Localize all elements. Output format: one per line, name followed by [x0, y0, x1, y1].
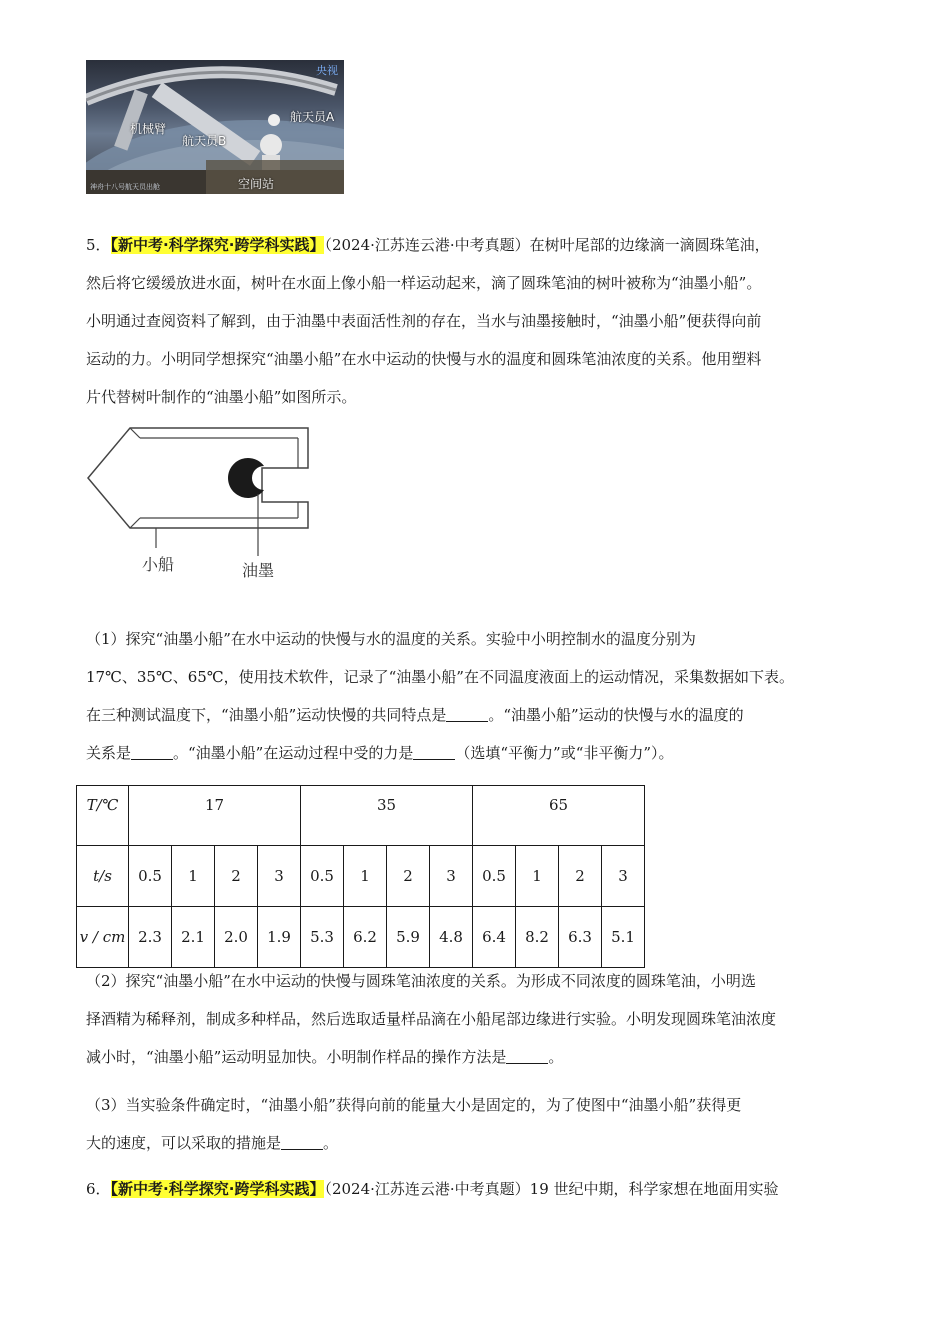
q5-sub2	[86, 962, 876, 1076]
answer-blank-1[interactable]	[446, 707, 488, 722]
q5-sub2-line-1: （2）探究“油墨小船”在水中运动的快慢与圆珠笔油浓度的关系。为形成不同浓度的圆珠笔油，小明选	[86, 972, 756, 990]
label-astronaut-a: 航天员A	[290, 110, 335, 124]
q5-sub1-line-1: （1）探究“油墨小船”在水中运动的快慢与水的温度的关系。实验中小明控制水的温度分别为	[86, 630, 696, 648]
speed-cell: 2.0	[215, 907, 258, 968]
speed-cell: 2.3	[129, 907, 172, 968]
speed-cell: 2.1	[172, 907, 215, 968]
q6-line-1	[86, 1170, 876, 1208]
q5-paragraph	[86, 226, 876, 416]
q6-number: 6．	[86, 1180, 111, 1198]
answer-blank-2[interactable]	[131, 745, 173, 760]
q5-sub3-line-2: 大的速度，可以采取的措施是 。	[86, 1134, 339, 1152]
answer-blank-4[interactable]	[506, 1049, 548, 1064]
ink-drop	[228, 458, 264, 498]
q5-line-2: 然后将它缓缓放进水面，树叶在水面上像小船一样运动起来，滴了圆珠笔油的树叶被称为“油墨小船”。	[86, 274, 762, 292]
table-row-speed	[77, 907, 645, 968]
time-cell: 2	[215, 846, 258, 907]
boat-outline	[88, 428, 308, 528]
speed-cell: 5.3	[301, 907, 344, 968]
photo-caption: 神舟十八号航天员出舱	[90, 183, 160, 191]
answer-blank-3[interactable]	[413, 745, 455, 760]
time-cell: 2	[559, 846, 602, 907]
boat-label: 小船	[142, 555, 175, 574]
answer-blank-5[interactable]	[281, 1135, 323, 1150]
time-cell: 3	[430, 846, 473, 907]
time-cell: 0.5	[129, 846, 172, 907]
speed-data-table	[76, 785, 645, 968]
time-cell: 0.5	[473, 846, 516, 907]
space-station-photo	[86, 60, 344, 194]
speed-cell: 8.2	[516, 907, 559, 968]
q6-paragraph	[86, 1170, 876, 1208]
q5-line-3: 小明通过查阅资料了解到，由于油墨中表面活性剂的存在，当水与油墨接触时，“油墨小船”便获得向前	[86, 312, 762, 330]
temp-cell: 35	[301, 786, 473, 846]
q5-line-4: 运动的力。小明同学想探究“油墨小船”在水中运动的快慢与水的温度和圆珠笔油浓度的关系。他用塑料	[86, 350, 762, 368]
time-header: t/s	[77, 846, 129, 907]
q6-tag: 【新中考·科学探究·跨学科实践】	[110, 1180, 325, 1198]
q5-sub3-line-1: （3）当实验条件确定时，“油墨小船”获得向前的能量大小是固定的，为了使图中“油墨小船”获得更	[86, 1096, 742, 1114]
speed-header: v / cm	[77, 907, 129, 968]
q5-sub3	[86, 1086, 876, 1162]
ink-label: 油墨	[242, 561, 275, 580]
speed-cell: 6.4	[473, 907, 516, 968]
temp-cell: 65	[473, 786, 645, 846]
q5-number: 5．	[86, 236, 111, 254]
time-cell: 1	[516, 846, 559, 907]
speed-cell: 5.1	[602, 907, 645, 968]
time-cell: 1	[172, 846, 215, 907]
speed-cell: 4.8	[430, 907, 473, 968]
time-cell: 3	[602, 846, 645, 907]
speed-cell: 1.9	[258, 907, 301, 968]
table-row-time	[77, 846, 645, 907]
q5-sub1-line-4: 关系是 。“油墨小船”在运动过程中受的力是 （选填“平衡力”或“非平衡力”）。	[86, 744, 674, 762]
time-cell: 1	[344, 846, 387, 907]
q5-sub1-line-3: 在三种测试温度下，“油墨小船”运动快慢的共同特点是 。“油墨小船”运动的快慢与水的温度的	[86, 706, 744, 724]
speed-cell: 6.2	[344, 907, 387, 968]
label-space-station: 空间站	[238, 177, 275, 191]
q5-line-5: 片代替树叶制作的“油墨小船”如图所示。	[86, 388, 357, 406]
ink-boat-figure	[86, 420, 326, 590]
temperature-header: T/℃	[77, 786, 129, 846]
time-cell: 2	[387, 846, 430, 907]
time-cell: 0.5	[301, 846, 344, 907]
q5-tag: 【新中考·科学探究·跨学科实践】	[110, 236, 325, 254]
q5-line-1	[86, 226, 876, 264]
speed-cell: 5.9	[387, 907, 430, 968]
label-astronaut-b: 航天员B	[182, 134, 227, 148]
table-row-temperature	[77, 786, 645, 846]
q5-sub1-line-2: 17℃、35℃、65℃，使用技术软件，记录了“油墨小船”在不同温度液面上的运动情况，采集数据如下表。	[86, 668, 794, 686]
q6-source: （2024·江苏连云港·中考真题）19 世纪中期，科学家想在地面用实验	[324, 1180, 779, 1198]
label-robotic-arm: 机械臂	[130, 122, 167, 136]
broadcaster-logo: 央视	[316, 64, 338, 77]
speed-cell: 6.3	[559, 907, 602, 968]
photo-scene	[86, 60, 344, 194]
q5-sub2-line-3: 减小时，“油墨小船”运动明显加快。小明制作样品的操作方法是 。	[86, 1048, 564, 1066]
q5-source: （2024·江苏连云港·中考真题）在树叶尾部的边缘滴一滴圆珠笔油，	[324, 236, 770, 254]
q5-sub2-line-2: 择酒精为稀释剂，制成多种样品，然后选取适量样品滴在小船尾部边缘进行实验。小明发现圆珠笔油浓度	[86, 1010, 777, 1028]
time-cell: 3	[258, 846, 301, 907]
temp-cell: 17	[129, 786, 301, 846]
q5-sub1	[86, 620, 876, 772]
